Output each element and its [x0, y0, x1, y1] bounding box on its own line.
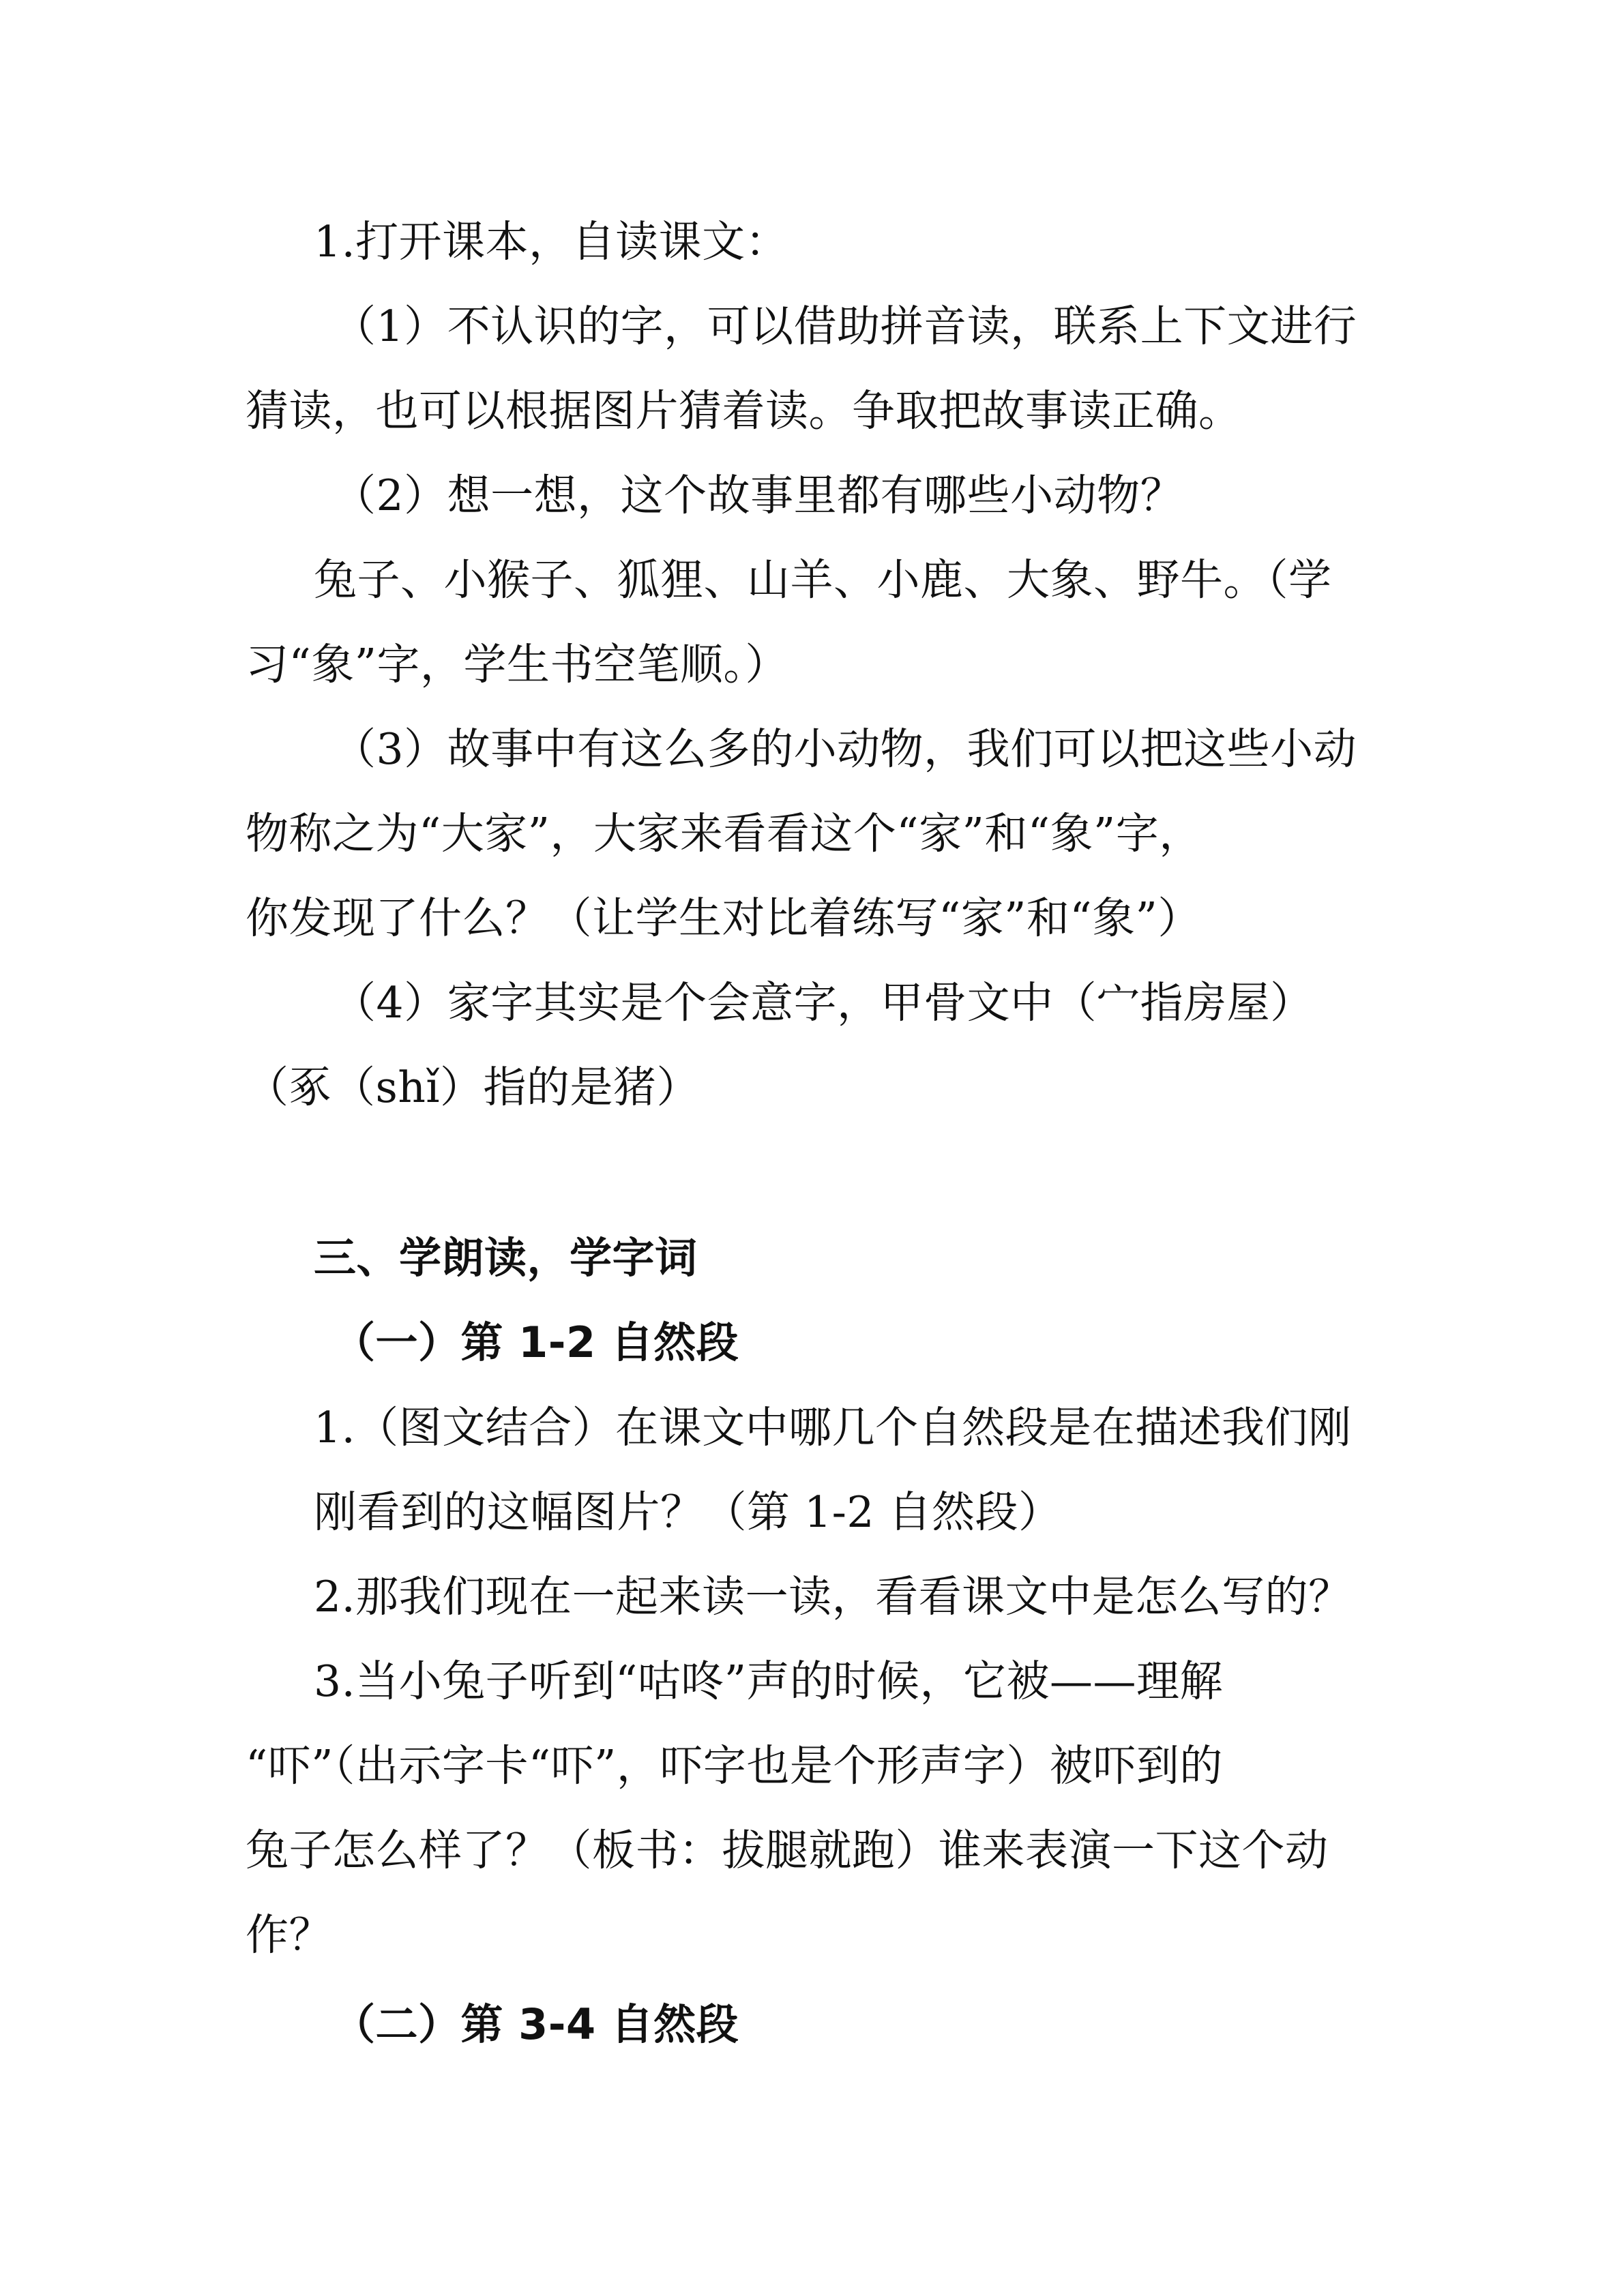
- instruction-1-continued: 猜读，也可以根据图片猜着读。争取把故事读正确。: [246, 386, 1242, 436]
- step-3-continued-b: 兔子怎么样了？（板书：拔腿就跑）谁来表演一下这个动: [246, 1825, 1329, 1875]
- animal-list: 兔子、小猴子、狐狸、山羊、小鹿、大象、野牛。（学: [314, 555, 1332, 605]
- instruction-1-read-with-pinyin: （1）不认识的字，可以借助拼音读，联系上下文进行: [333, 301, 1357, 351]
- section-heading-3: 三、学朗读，学字词: [314, 1233, 698, 1283]
- animal-list-continued: 习“象”字，学生书空笔顺。）: [246, 640, 788, 689]
- step-1-continued: 刚看到的这幅图片？（第 1-2 自然段）: [314, 1487, 1062, 1537]
- step-2-read-together: 2.那我们现在一起来读一读，看看课文中是怎么写的？: [314, 1572, 1352, 1622]
- instruction-3-continued-a: 物称之为“大家”，大家来看看这个“家”和“象”字，: [246, 809, 1202, 859]
- instruction-3-continued-b: 你发现了什么？（让学生对比着练写“家”和“象”）: [246, 893, 1201, 943]
- instruction-3-compare-characters: （3）故事中有这么多的小动物，我们可以把这些小动: [333, 724, 1357, 774]
- instruction-4-ideograph: （4）家字其实是个会意字，甲骨文中（宀指房屋）: [333, 978, 1314, 1028]
- instruction-4-continued: （豖（shǐ）指的是猪）: [246, 1062, 700, 1112]
- subsection-heading-1: （一）第 1-2 自然段: [333, 1317, 739, 1367]
- step-1-image-text: 1.（图文结合）在课文中哪几个自然段是在描述我们刚: [314, 1403, 1352, 1452]
- step-1-open-textbook: 1.打开课本，自读课文：: [314, 217, 789, 267]
- step-3-rabbit: 3.当小兔子听到“咕咚”声的时候，它被——理解: [314, 1656, 1224, 1706]
- step-3-continued-c: 作？: [246, 1910, 332, 1960]
- step-3-continued-a: “吓”（出示字卡“吓”，吓字也是个形声字）被吓到的: [246, 1741, 1223, 1791]
- instruction-2-which-animals: （2）想一想，这个故事里都有哪些小动物？: [333, 471, 1184, 520]
- subsection-heading-2: （二）第 3-4 自然段: [333, 1999, 739, 2049]
